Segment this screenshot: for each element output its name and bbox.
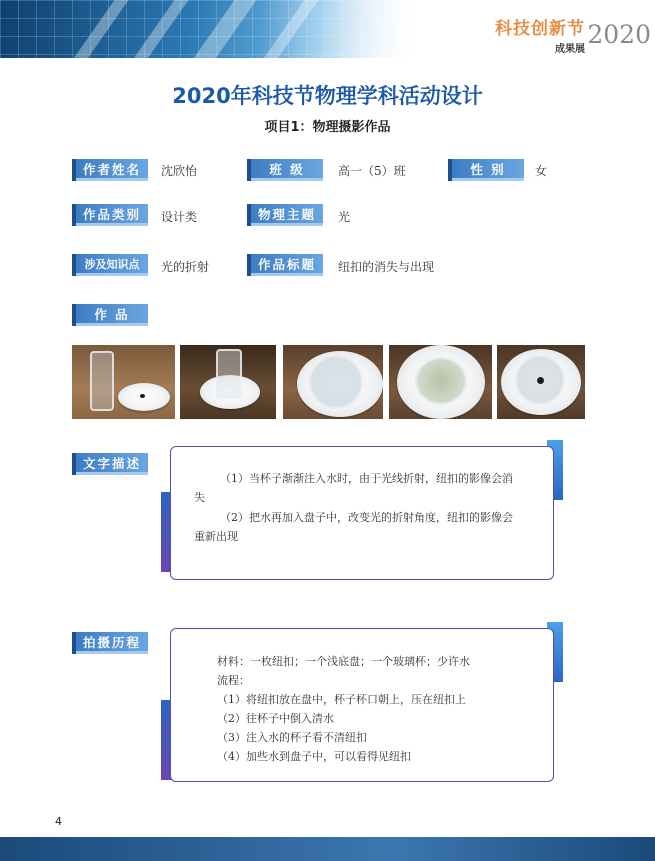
process-step: （3）注入水的杯子看不清纽扣 — [217, 731, 367, 744]
photo-2 — [180, 345, 276, 419]
footer-band — [0, 837, 655, 861]
brand-block — [495, 14, 585, 55]
theme-value: 光 — [338, 210, 351, 224]
photo-1 — [72, 345, 175, 419]
process-flow-label: 流程： — [217, 674, 250, 687]
work-title-value: 纽扣的消失与出现 — [338, 260, 435, 274]
description-line-4: 重新出现 — [194, 530, 238, 543]
brand-subtitle: 成果展 — [555, 44, 585, 55]
author-value: 沈欣怡 — [161, 164, 198, 178]
gender-value: 女 — [535, 164, 548, 178]
class-value: 高一（5）班 — [338, 164, 406, 178]
class-label: 班 级 — [251, 159, 323, 181]
process-step: （1）将纽扣放在盘中，杯子杯口朝上，压在纽扣上 — [217, 693, 466, 706]
category-value: 设计类 — [161, 210, 198, 224]
photo-3 — [283, 345, 383, 419]
page-number: 4 — [55, 815, 62, 828]
photo-4 — [389, 345, 492, 419]
process-step: （2）往杯子中倒入清水 — [217, 712, 334, 725]
gender-label: 性 别 — [452, 159, 524, 181]
process-step: （4）加些水到盘子中，可以看得见纽扣 — [217, 750, 411, 763]
header-banner-art — [0, 0, 420, 58]
description-label: 文字描述 — [76, 453, 148, 475]
page-subtitle: 项目1：物理摄影作品 — [264, 120, 391, 135]
brand-year: 2020 — [587, 20, 651, 49]
page-title: 2020年科技节物理学科活动设计 — [172, 84, 483, 108]
process-materials: 材料：一枚纽扣；一个浅底盘；一个玻璃杯；少许水 — [217, 655, 470, 668]
photo-5 — [497, 345, 585, 419]
theme-label: 物理主题 — [251, 204, 323, 226]
brand-title: 科技创新节 — [495, 19, 585, 39]
category-label: 作品类别 — [76, 204, 148, 226]
author-label: 作者姓名 — [76, 159, 148, 181]
process-label: 拍摄历程 — [76, 632, 148, 654]
description-line-3: （2）把水再加入盘子中，改变光的折射角度，纽扣的影像会 — [220, 511, 513, 524]
works-label: 作 品 — [76, 304, 148, 326]
knowledge-value: 光的折射 — [161, 260, 210, 274]
description-line-2: 失 — [194, 491, 205, 504]
work-title-label: 作品标题 — [251, 254, 323, 276]
knowledge-label: 涉及知识点 — [76, 254, 148, 276]
description-line-1: （1）当杯子渐渐注入水时，由于光线折射，纽扣的影像会消 — [220, 472, 513, 485]
